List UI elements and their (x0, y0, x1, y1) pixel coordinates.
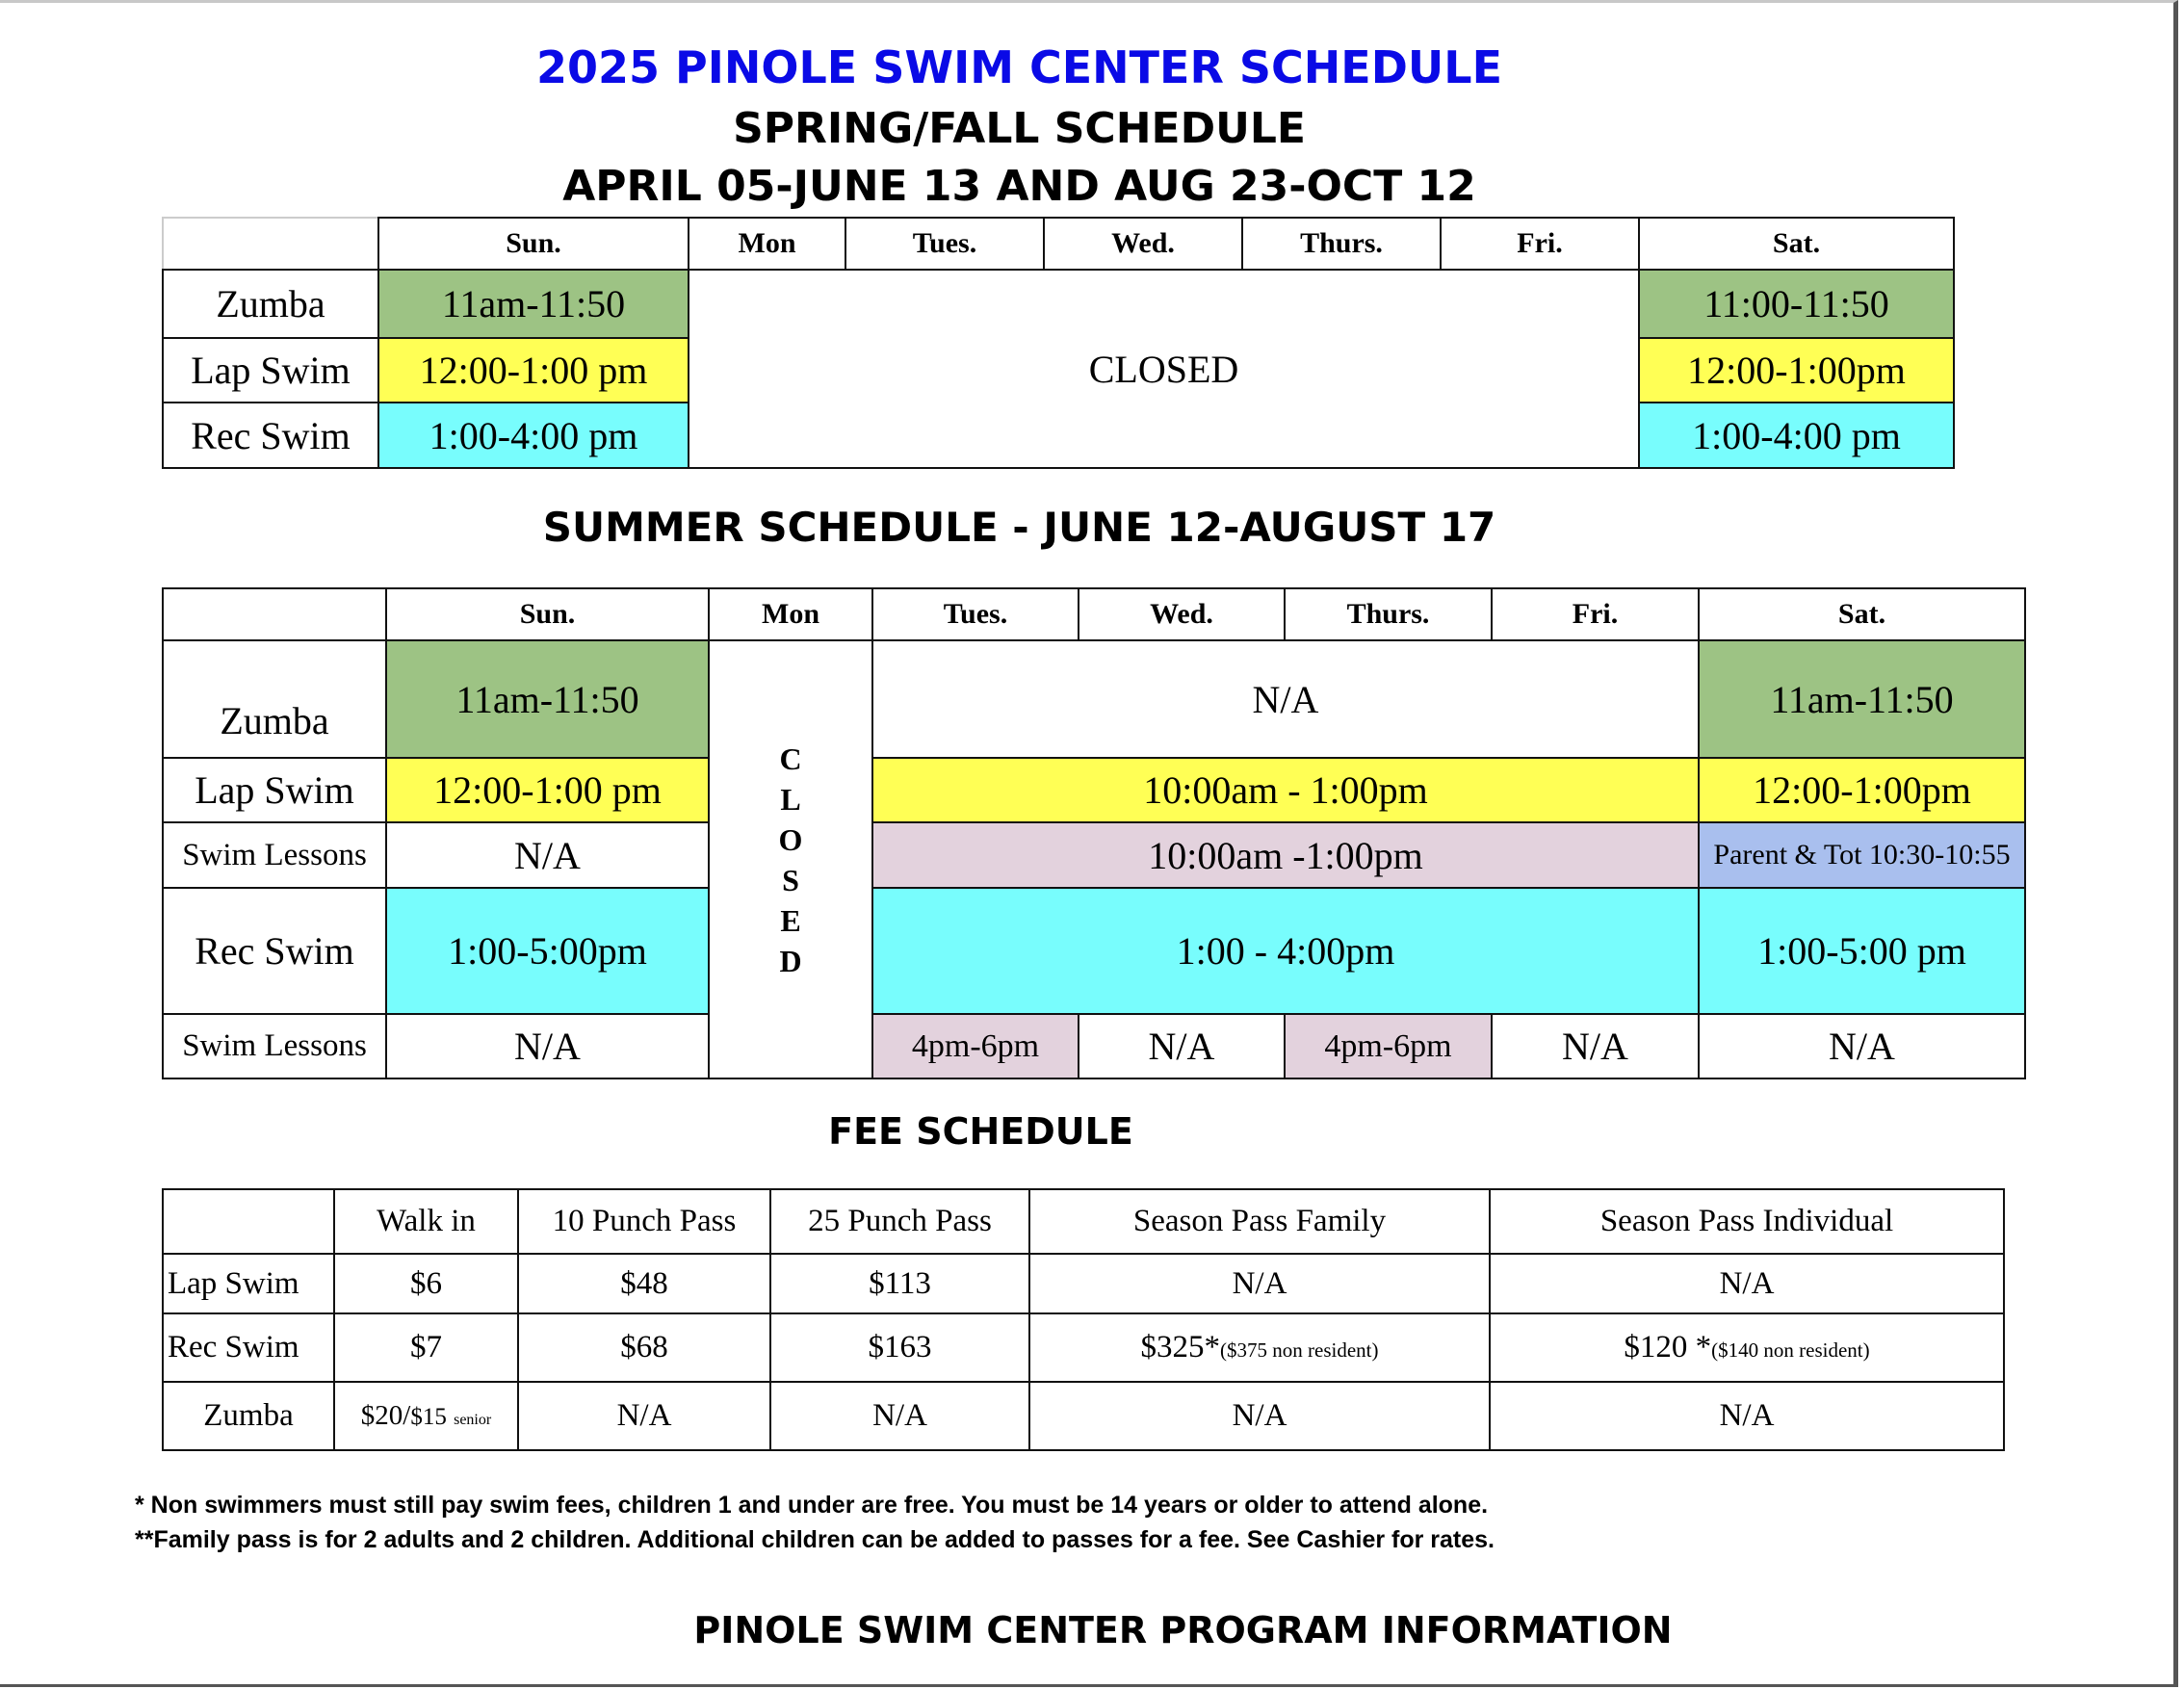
schedule-cell: N/A (872, 640, 1699, 758)
activity-label: Zumba (163, 640, 386, 758)
day-header-tue: Tues. (872, 588, 1079, 640)
fee-cell: N/A (1490, 1254, 2004, 1313)
fee-activity-label: Rec Swim (163, 1313, 334, 1382)
summer-heading: SUMMER SCHEDULE - JUNE 12-AUGUST 17 (542, 504, 1496, 551)
fee-cell: N/A (770, 1382, 1029, 1450)
table-row (163, 822, 2025, 888)
table-row (163, 1014, 2025, 1078)
closed-letter: O (778, 821, 803, 857)
fee-header-25-punch: 25 Punch Pass (770, 1189, 1029, 1254)
schedule-cell: 4pm-6pm (1285, 1014, 1492, 1078)
fee-cell-zumba-walk-in (334, 1382, 518, 1450)
program-information-heading: PINOLE SWIM CENTER PROGRAM INFORMATION (693, 1609, 1673, 1651)
fee-cell-individual (1490, 1313, 2004, 1382)
day-header-thu: Thurs. (1285, 588, 1492, 640)
fee-non-resident-note: ($140 non resident) (1711, 1338, 1870, 1362)
activity-label: Rec Swim (163, 888, 386, 1014)
day-header-wed: Wed. (1044, 218, 1242, 270)
fee-cell: $6 (334, 1254, 518, 1313)
day-header-wed: Wed. (1079, 588, 1285, 640)
closed-letter: D (779, 943, 802, 978)
fee-cell: N/A (518, 1382, 770, 1450)
table-row (163, 270, 1954, 338)
day-header-sat: Sat. (1639, 218, 1954, 270)
schedule-cell: 1:00-5:00pm (386, 888, 709, 1014)
schedule-cell: 11am-11:50 (386, 640, 709, 758)
fee-header-10-punch: 10 Punch Pass (518, 1189, 770, 1254)
schedule-cell: N/A (1699, 1014, 2025, 1078)
footnote-family-pass: **Family pass is for 2 adults and 2 children. Additional children can be added to passes for a fee. See Cashier for rates. (135, 1526, 1495, 1553)
activity-label: Zumba (163, 270, 378, 338)
fee-header-season-family: Season Pass Family (1029, 1189, 1490, 1254)
fee-cell: N/A (1029, 1254, 1490, 1313)
table-header-row (163, 588, 2025, 640)
fee-cell: $68 (518, 1313, 770, 1382)
schedule-cell: 12:00-1:00 pm (386, 758, 709, 822)
spring-fall-heading: SPRING/FALL SCHEDULE (733, 104, 1306, 153)
fee-cell: N/A (1490, 1382, 2004, 1450)
fee-cell: $163 (770, 1313, 1029, 1382)
schedule-cell: 11am-11:50 (378, 270, 689, 338)
schedule-cell: 1:00-4:00 pm (1639, 403, 1954, 468)
fee-senior-label: senior (454, 1412, 492, 1428)
activity-label: Swim Lessons (163, 822, 386, 888)
table-row (163, 1254, 2004, 1313)
day-header-sat: Sat. (1699, 588, 2025, 640)
schedule-cell: 4pm-6pm (872, 1014, 1079, 1078)
footnote-non-swimmers: * Non swimmers must still pay swim fees, children 1 and under are free. You must be 14 years or older to attend alone. (135, 1492, 1489, 1519)
schedule-cell: Parent & Tot 10:30-10:55 (1699, 822, 2025, 888)
schedule-cell: 1:00 - 4:00pm (872, 888, 1699, 1014)
closed-letter: C (779, 741, 802, 776)
day-header-mon: Mon (689, 218, 845, 270)
closed-letter: L (780, 781, 801, 817)
spring-fall-dates: APRIL 05-JUNE 13 AND AUG 23-OCT 12 (562, 162, 1476, 211)
activity-label: Lap Swim (163, 338, 378, 403)
schedule-cell: 12:00-1:00pm (1639, 338, 1954, 403)
table-row (163, 758, 2025, 822)
summer-schedule-table (162, 587, 2026, 1079)
day-header-mon: Mon (709, 588, 872, 640)
fee-price: $325* (1140, 1330, 1221, 1364)
closed-letter: E (780, 902, 801, 938)
fee-cell: N/A (1029, 1382, 1490, 1450)
fee-senior-price: $15 (410, 1404, 447, 1430)
schedule-cell: N/A (1079, 1014, 1285, 1078)
activity-label: Rec Swim (163, 403, 378, 468)
fee-price: $20/ (360, 1400, 411, 1431)
fee-price: $120 * (1624, 1330, 1712, 1364)
closed-weekdays-cell: CLOSED (689, 270, 1639, 468)
fee-cell: $7 (334, 1313, 518, 1382)
closed-letter: S (782, 862, 799, 897)
table-row (163, 640, 2025, 758)
fee-non-resident-note: ($375 non resident) (1220, 1338, 1379, 1362)
fee-cell-family (1029, 1313, 1490, 1382)
table-row (163, 1313, 2004, 1382)
activity-label: Lap Swim (163, 758, 386, 822)
fee-cell: $113 (770, 1254, 1029, 1313)
schedule-cell: 11:00-11:50 (1639, 270, 1954, 338)
spring-fall-schedule-table (162, 217, 1955, 469)
fee-header-walk-in: Walk in (334, 1189, 518, 1254)
activity-label: Swim Lessons (163, 1014, 386, 1078)
fee-cell: $48 (518, 1254, 770, 1313)
schedule-cell: 1:00-4:00 pm (378, 403, 689, 468)
table-row (163, 888, 2025, 1014)
schedule-cell: N/A (386, 822, 709, 888)
day-header-tue: Tues. (845, 218, 1044, 270)
fee-schedule-heading: FEE SCHEDULE (828, 1110, 1133, 1153)
schedule-cell: 10:00am -1:00pm (872, 822, 1699, 888)
corner-cell (163, 218, 378, 270)
day-header-sun: Sun. (386, 588, 709, 640)
schedule-cell: 11am-11:50 (1699, 640, 2025, 758)
monday-closed-cell (709, 640, 872, 1078)
table-row (163, 1382, 2004, 1450)
schedule-cell: N/A (1492, 1014, 1699, 1078)
schedule-cell: 12:00-1:00pm (1699, 758, 2025, 822)
table-header-row (163, 1189, 2004, 1254)
fee-activity-label: Zumba (163, 1382, 334, 1450)
schedule-cell: 12:00-1:00 pm (378, 338, 689, 403)
table-header-row (163, 218, 1954, 270)
schedule-cell: 1:00-5:00 pm (1699, 888, 2025, 1014)
day-header-fri: Fri. (1441, 218, 1639, 270)
day-header-thu: Thurs. (1242, 218, 1441, 270)
schedule-cell: 10:00am - 1:00pm (872, 758, 1699, 822)
schedule-cell: N/A (386, 1014, 709, 1078)
page-title: 2025 PINOLE SWIM CENTER SCHEDULE (536, 41, 1502, 93)
corner-cell (163, 1189, 334, 1254)
fee-schedule-table (162, 1188, 2005, 1451)
fee-header-season-individual: Season Pass Individual (1490, 1189, 2004, 1254)
fee-activity-label: Lap Swim (163, 1254, 334, 1313)
day-header-sun: Sun. (378, 218, 689, 270)
day-header-fri: Fri. (1492, 588, 1699, 640)
corner-cell (163, 588, 386, 640)
